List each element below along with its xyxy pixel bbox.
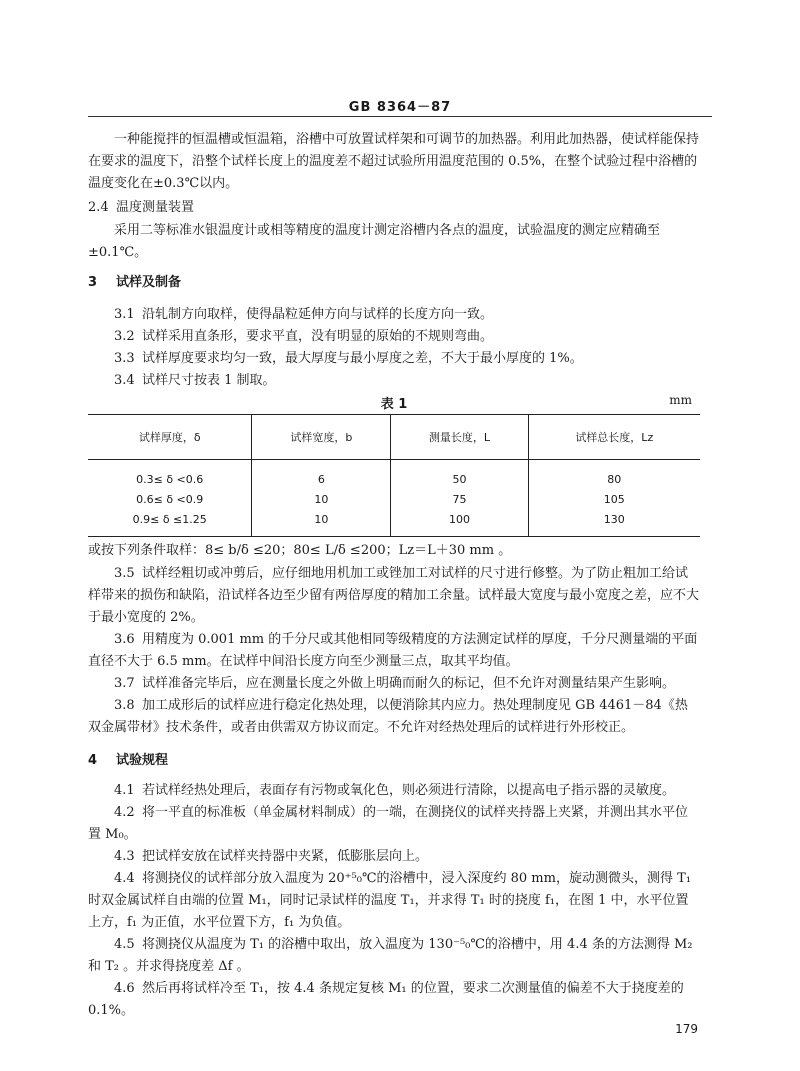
clause-text: 加工成形后的试样应进行稳定化热处理，以便消除其内应力。热处理制度见 GB 4461－84《热双金属带材》技术条件，或者由供需双方协议而定。不允许对经热处理后的试样进行外形校正。 xyxy=(88,698,688,735)
table-caption xyxy=(88,393,700,413)
clause-text: 试样经粗切或冲剪后，应仔细地用机加工或锉加工对试样的尺寸进行修整。为了防止粗加工给试样带来的损伤和缺陷，沿试样各边至少留有两倍厚度的精加工余量。试样最大宽度与最小宽度之差，应不大于最小宽度的 2%。 xyxy=(88,566,700,625)
clause-number: 3.1 xyxy=(114,307,135,322)
section-3-heading xyxy=(88,272,700,294)
table-header-row xyxy=(88,415,700,460)
clause-number: 3.8 xyxy=(114,698,135,713)
table-cell: 0.6≤ δ <0.9 xyxy=(136,492,204,506)
column-header: 试样总长度，Lz xyxy=(528,415,700,460)
intro-paragraph: 一种能搅拌的恒温槽或恒温箱，浴槽中可放置试样架和可调节的加热器。利用此加热器，使试样能保持在要求的温度下，沿整个试样长度上的温度差不超过试验所用温度范围的 0.5%，在整个试验过程中浴槽的温度变化在±0.3℃以内。 xyxy=(88,132,700,191)
clause-number: 3.2 xyxy=(114,329,135,344)
clause-3-6 xyxy=(88,629,700,673)
table-title: 表 1 xyxy=(380,397,408,412)
clause-3-3 xyxy=(88,348,700,370)
table-cell: 80 xyxy=(528,460,700,490)
table-cell: 75 xyxy=(391,489,528,509)
clause-4-3 xyxy=(88,846,700,868)
header-rule xyxy=(88,116,712,117)
clause-2-4-body: 采用二等标准水银温度计或相等精度的温度计测定浴槽内各点的温度，试验温度的测定应精确至±0.1℃。 xyxy=(88,223,661,260)
column-header: 试样厚度，δ xyxy=(88,415,252,460)
standard-code-header: GB 8364－87 xyxy=(348,100,452,115)
table-cell: 0.9≤ δ ≤1.25 xyxy=(88,509,252,537)
specimen-size-table xyxy=(88,414,700,537)
table-row xyxy=(88,489,700,509)
clause-number: 3.5 xyxy=(114,566,135,581)
clause-text: 试样采用直条形，要求平直，没有明显的原始的不规则弯曲。 xyxy=(142,329,494,344)
clause-3-4 xyxy=(88,370,700,392)
clause-3-1 xyxy=(88,304,700,326)
clause-2-4-heading xyxy=(88,197,700,219)
clause-4-6 xyxy=(88,978,700,1022)
clause-text: 用精度为 0.001 mm 的千分尺或其他相同等级精度的方法测定试样的厚度，千分尺测量端的平面直径不大于 6.5 mm。在试样中间沿长度方向至少测量三点，取其平均值。 xyxy=(88,632,698,669)
clause-text: 试样准备完毕后，应在测量长度之外做上明确而耐久的标记，但不允许对测量结果产生影响。 xyxy=(142,676,676,691)
clause-text: 若试样经热处理后，表面存有污物或氧化色，则必须进行清除，以提高电子指示器的灵敏度。 xyxy=(142,783,676,798)
clause-text: 沿轧制方向取样，使得晶粒延伸方向与试样的长度方向一致。 xyxy=(142,307,494,322)
clause-4-2 xyxy=(88,802,700,846)
clause-number: 3.6 xyxy=(114,632,135,647)
clause-number: 3.4 xyxy=(114,373,135,388)
clause-text: 将一平直的标准板（单金属材料制成）的一端，在测挠仪的试样夹持器上夹紧，并测出其水平位置 M₀。 xyxy=(88,805,689,842)
clause-title: 温度测量装置 xyxy=(116,200,195,215)
table-cell: 50 xyxy=(391,460,528,490)
column-header: 测量长度，L xyxy=(391,415,528,460)
page-number: 179 xyxy=(675,1022,698,1036)
clause-number: 4.1 xyxy=(114,783,135,798)
clause-number: 4.6 xyxy=(114,981,135,996)
clause-number: 4.4 xyxy=(114,871,135,886)
clause-text: 把试样安放在试样夹持器中夹紧，低膨胀层向上。 xyxy=(142,849,429,864)
section-4-heading xyxy=(88,750,700,772)
table-cell: 130 xyxy=(528,509,700,537)
table-row xyxy=(88,460,700,490)
clause-text: 试样厚度要求均匀一致，最大厚度与最小厚度之差，不大于最小厚度的 1%。 xyxy=(142,351,583,366)
table-cell: 0.3≤ δ <0.6 xyxy=(136,472,204,486)
section-title: 试样及制备 xyxy=(116,275,182,290)
section-number: 3 xyxy=(88,275,98,290)
table-row xyxy=(88,509,700,537)
table-unit: mm xyxy=(669,393,692,407)
clause-4-5 xyxy=(88,934,700,978)
table-cell: 10 xyxy=(252,509,391,537)
table-cell: 100 xyxy=(391,509,528,537)
clause-number: 3.7 xyxy=(114,676,135,691)
clause-number: 4.5 xyxy=(114,937,135,952)
clause-number: 4.3 xyxy=(114,849,135,864)
table-cell: 105 xyxy=(528,489,700,509)
section-title: 试验规程 xyxy=(116,753,169,768)
clause-text: 将测挠仪的试样部分放入温度为 20⁺⁵₀℃的浴槽中，浸入深度约 80 mm，旋动测微头，测得 T₁ 时双金属试样自由端的位置 M₁，同时记录试样的温度 T₁，并求得 T₁ 时的挠度 f₁，在图 1 中，水平位置上方，f₁ 为正值，水平位置下方，f₁ 为负值。 xyxy=(88,871,691,930)
section-number: 4 xyxy=(88,753,98,768)
clause-text: 然后再将试样冷至 T₁，按 4.4 条规定复核 M₁ 的位置，要求二次测量值的偏差不大于挠度差的 0.1%。 xyxy=(88,981,684,1018)
table-cell: 6 xyxy=(252,460,391,490)
clause-number: 4.2 xyxy=(114,805,135,820)
clause-3-5 xyxy=(88,563,700,629)
clause-text: 试样尺寸按表 1 制取。 xyxy=(142,373,276,388)
table-cell: 10 xyxy=(252,489,391,509)
clause-3-8 xyxy=(88,695,700,739)
clause-4-1 xyxy=(88,780,700,802)
clause-number: 2.4 xyxy=(88,200,109,215)
clause-number: 3.3 xyxy=(114,351,135,366)
clause-4-4 xyxy=(88,868,700,934)
clause-text: 将测挠仪从温度为 T₁ 的浴槽中取出，放入温度为 130⁻⁵₀℃的浴槽中，用 4.4 条的方法测得 M₂ 和 T₂ 。并求得挠度差 Δf 。 xyxy=(88,937,693,974)
sampling-condition: 或按下列条件取样：8≤ b/δ ≤20；80≤ L/δ ≤200；Lz＝L＋30 mm 。 xyxy=(88,543,512,558)
clause-3-7 xyxy=(88,673,700,695)
column-header: 试样宽度，b xyxy=(252,415,391,460)
clause-3-2 xyxy=(88,326,700,348)
